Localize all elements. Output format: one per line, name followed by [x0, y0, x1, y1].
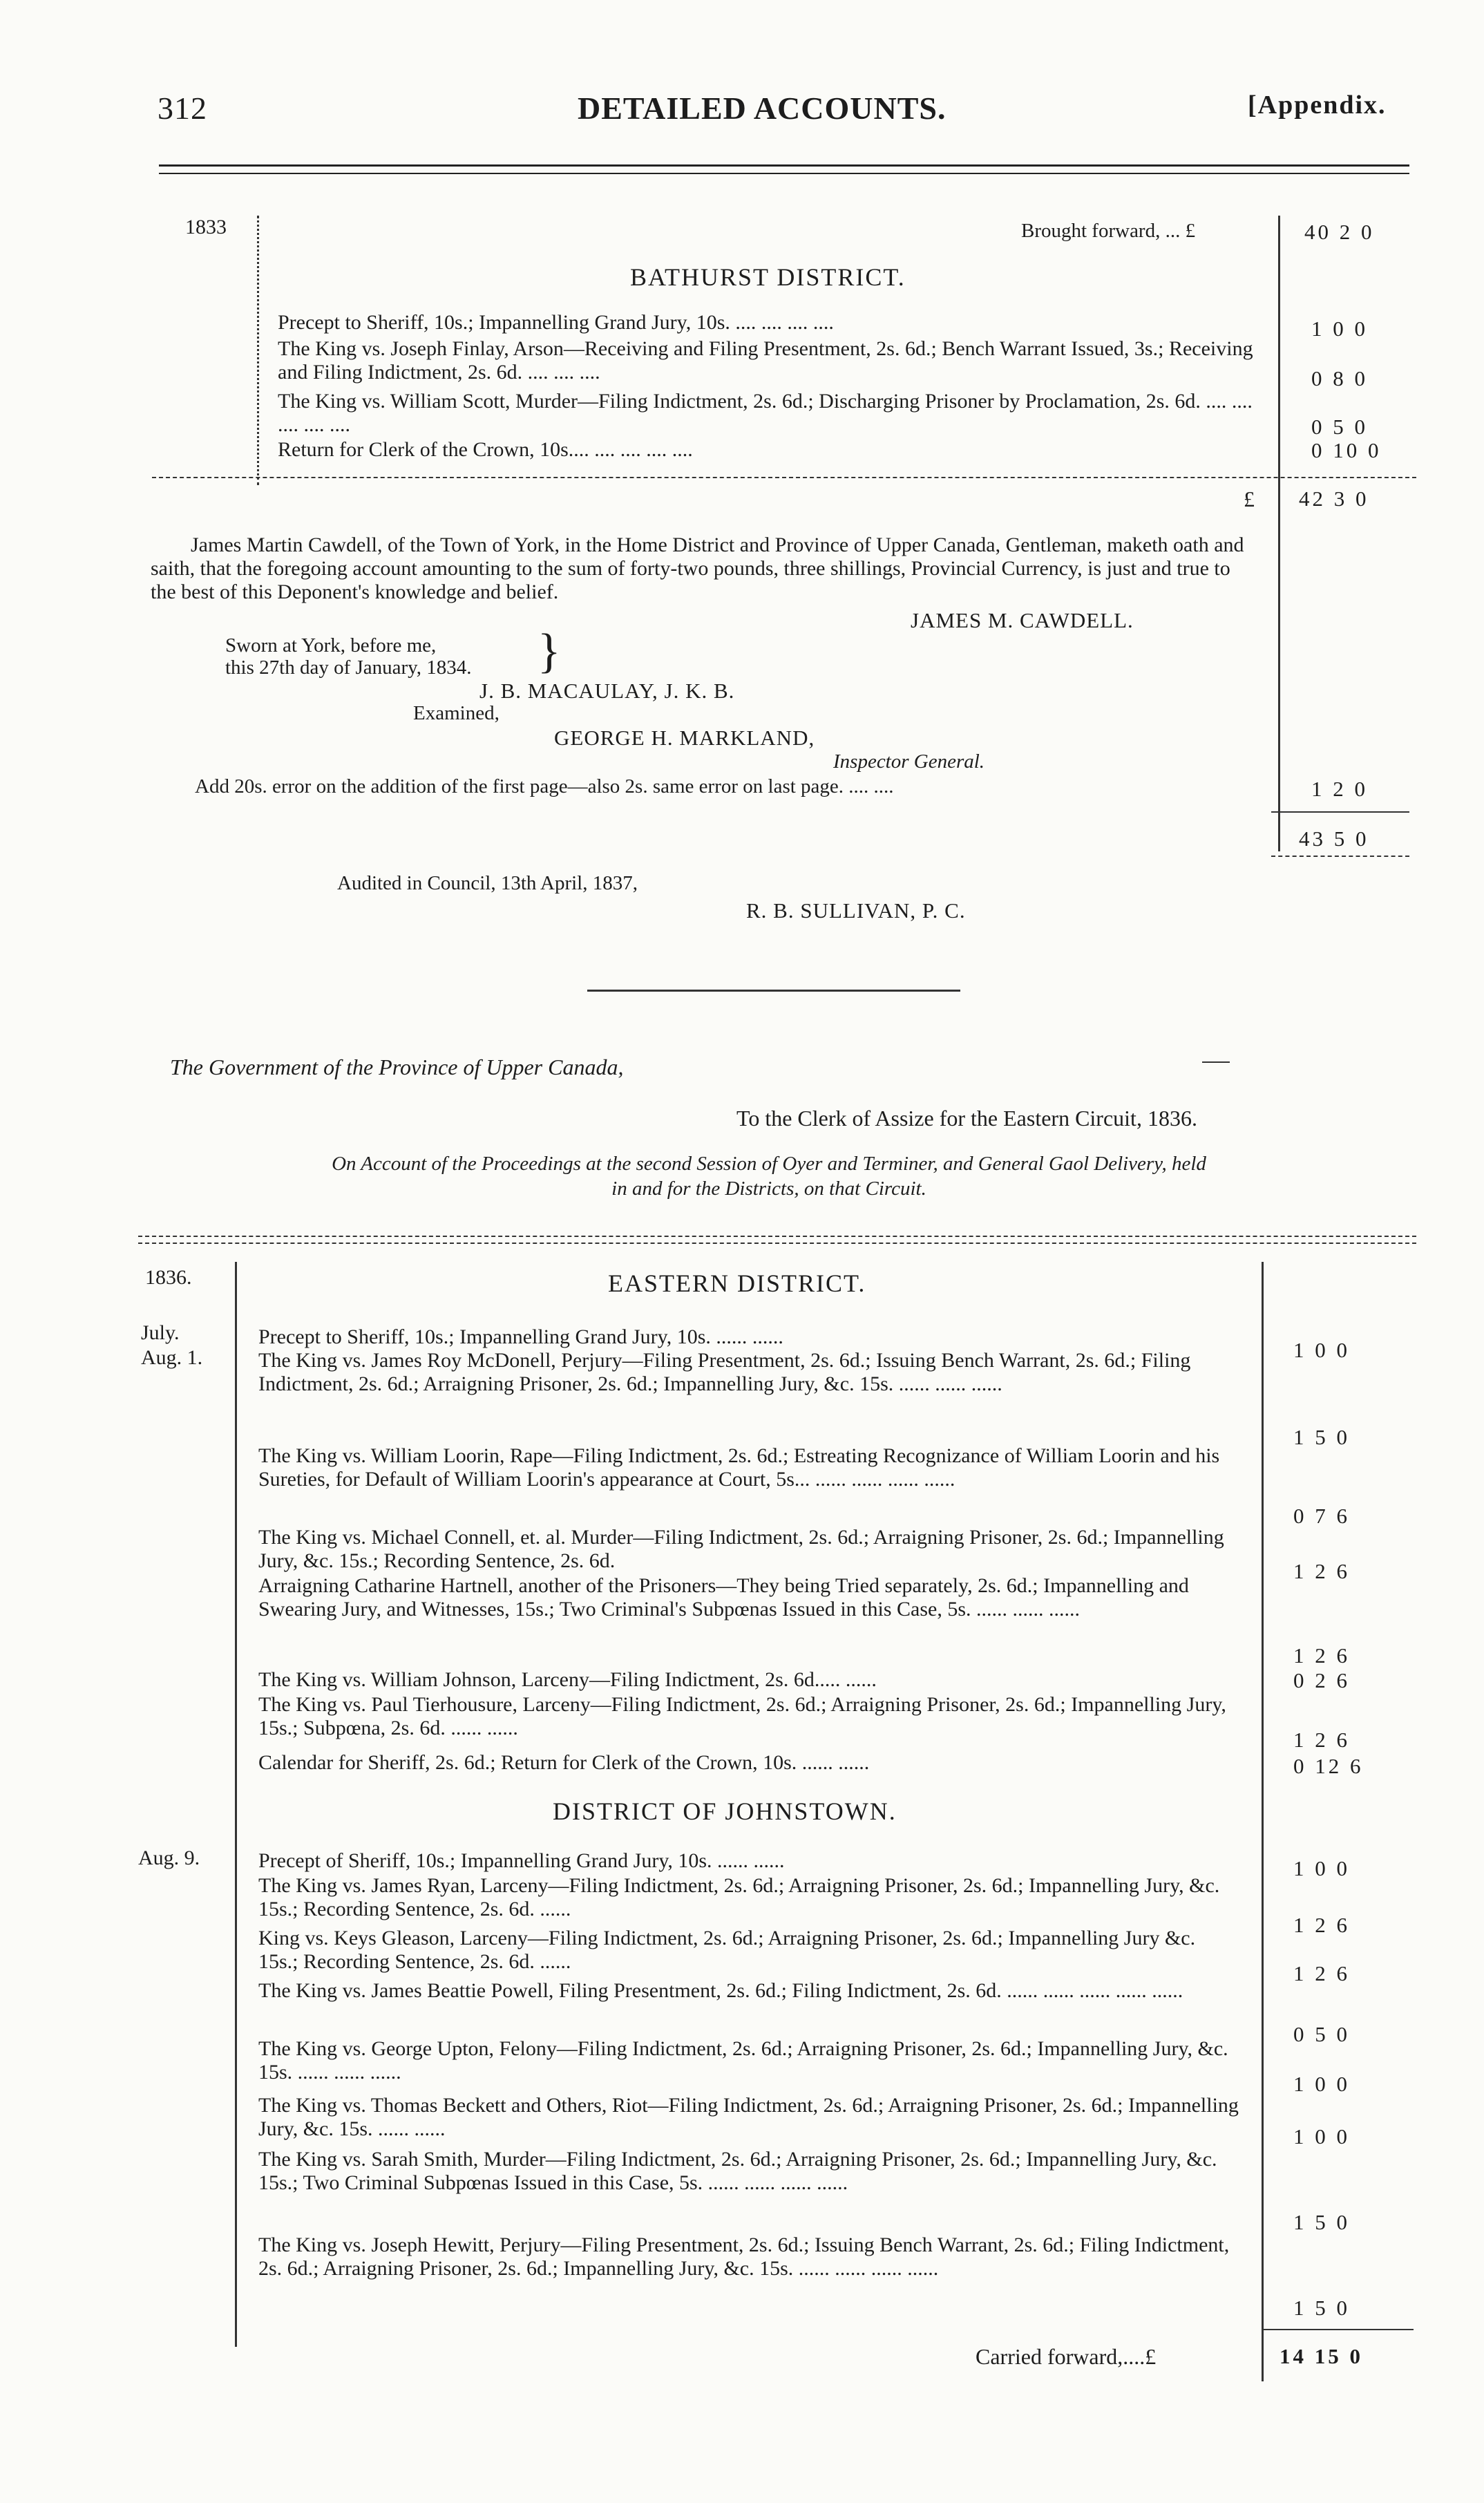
header-rule	[159, 164, 1409, 167]
eastern-entry: Calendar for Sheriff, 2s. 6d.; Return for Clerk of the Crown, 10s. ...... ......	[258, 1751, 870, 1774]
eastern-entry-amount: 1 2 6	[1293, 1559, 1350, 1583]
bathurst-total-symbol: £	[1244, 487, 1255, 511]
brought-forward-label: Brought forward, ... £	[1021, 220, 1196, 242]
header-rule-2	[159, 173, 1409, 174]
bathurst-entry-amount: 0 10 0	[1311, 438, 1382, 462]
johnstown-entry: The King vs. Sarah Smith, Murder—Filing Indictment, 2s. 6d.; Arraigning Prisoner, 2s. 6d.; Impannelling Jury, &c. 15s.; Two Criminal Subpœnas Issued in this Case, 5s. ...... ...... ...... ......	[258, 2148, 1217, 2194]
grand-total-rule-bottom	[1271, 856, 1409, 857]
appendix-label: [Appendix.	[1248, 91, 1387, 120]
johnstown-entry-amount: 1 5 0	[1293, 2296, 1350, 2320]
eastern-entry: The King vs. James Roy McDonell, Perjury—Filing Presentment, 2s. 6d.; Issuing Bench Warrant, 2s. 6d.; Filing Indictment, 2s. 6d.; Arraigning Prisoner, 2s. 6d.; Impannelling Jury, &c. 15s. ...... ...... ......	[258, 1349, 1191, 1395]
eastern-entry-amount: 1 0 0	[1293, 1338, 1350, 1362]
eastern-entry: The King vs. William Loorin, Rape—Filing Indictment, 2s. 6d.; Estreating Recognizance of William Loorin and his Sureties, for Default of William Loorin's appearance at Court, 5s... ...... ...... ...... ......	[258, 1444, 1220, 1491]
johnstown-entry: The King vs. Thomas Beckett and Others, Riot—Filing Indictment, 2s. 6d.; Arraigning Prisoner, 2s. 6d.; Impannelling Jury, &c. 15s. ...... ......	[258, 2094, 1239, 2140]
deponent-signature: JAMES M. CAWDELL.	[911, 608, 1134, 632]
examined-label: Examined,	[413, 702, 500, 724]
johnstown-entry-amount: 1 2 6	[1293, 1961, 1350, 1985]
johnstown-entry-amount: 1 5 0	[1293, 2210, 1350, 2234]
audited-line: Audited in Council, 13th April, 1837,	[337, 872, 638, 894]
bathurst-entry-amount: 0 8 0	[1311, 366, 1368, 390]
brought-forward-amount: 40 2 0	[1304, 220, 1375, 244]
eastern-entry: The King vs. Paul Tierhousure, Larceny—Filing Indictment, 2s. 6d.; Arraigning Prisoner, 2s. 6d.; Impannelling Jury, 15s.; Subpœna, 2s. 6d. ...... ......	[258, 1693, 1226, 1739]
sworn-line-2: this 27th day of January, 1834.	[225, 657, 472, 679]
carried-rule	[1262, 2329, 1414, 2330]
account-line-1: On Account of the Proceedings at the second Session of Oyer and Terminer, and General Gaol Delivery, held	[332, 1153, 1206, 1175]
bathurst-entry: The King vs. William Scott, Murder—Filing Indictment, 2s. 6d.; Discharging Prisoner by Proclamation, 2s. 6d. .... .... .... .... ....	[278, 390, 1253, 436]
carried-forward-amount: 14 15 0	[1280, 2344, 1363, 2368]
johnstown-entry: King vs. Keys Gleason, Larceny—Filing Indictment, 2s. 6d.; Arraigning Prisoner, 2s. 6d.; Impannelling Jury &c. 15s.; Recording Sentence, 2s. 6d. ......	[258, 1927, 1196, 1973]
johnstown-entry: The King vs. James Ryan, Larceny—Filing Indictment, 2s. 6d.; Arraigning Prisoner, 2s. 6d.; Impannelling Jury, &c. 15s.; Recording Sentence, 2s. 6d. ......	[258, 1874, 1220, 1920]
eastern-entry-amount: 1 2 6	[1293, 1728, 1350, 1752]
eastern-entry-amount: 1 5 0	[1293, 1425, 1350, 1449]
johnstown-entry: Precept of Sheriff, 10s.; Impannelling Grand Jury, 10s. ...... ......	[258, 1849, 785, 1872]
bathurst-entry-amount: 1 0 0	[1311, 317, 1368, 341]
eastern-entry: The King vs. Michael Connell, et. al. Murder—Filing Indictment, 2s. 6d.; Arraigning Prisoner, 2s. 6d.; Impannelling Jury, &c. 15s.; Recording Sentence, 2s. 6d.	[258, 1526, 1224, 1572]
sworn-brace: }	[538, 625, 561, 678]
johnstown-entry-amount: 1 0 0	[1293, 2072, 1350, 2096]
johnstown-entry: The King vs. Joseph Hewitt, Perjury—Filing Presentment, 2s. 6d.; Issuing Bench Warrant, 2s. 6d.; Filing Indictment, 2s. 6d.; Arraigning Prisoner, 2s. 6d.; Impannelling Jury, &c. 15s. ...... ...... ...... ......	[258, 2233, 1230, 2280]
bathurst-entry: Return for Clerk of the Crown, 10s.... .... .... .... ....	[278, 438, 693, 461]
johnstown-date: Aug. 9.	[138, 1846, 200, 1869]
addition-amount: 1 2 0	[1311, 777, 1368, 801]
auditor-signature: R. B. SULLIVAN, P. C.	[746, 898, 966, 923]
to-clerk-line: To the Clerk of Assize for the Eastern Circuit, 1836.	[736, 1106, 1197, 1131]
government-line: The Government of the Province of Upper Canada,	[170, 1055, 624, 1079]
eastern-entry-amount: 0 7 6	[1293, 1504, 1350, 1528]
carried-forward-label: Carried forward,....£	[976, 2344, 1157, 2369]
johnstown-entry: The King vs. James Beattie Powell, Filing Presentment, 2s. 6d.; Filing Indictment, 2s. 6d. ...... ...... ...... ...... ......	[258, 1979, 1183, 2002]
bathurst-entry-amount: 0 5 0	[1311, 415, 1368, 439]
johnstown-entry-amount: 1 2 6	[1293, 1913, 1350, 1937]
eastern-date: July.	[141, 1321, 180, 1344]
date-column-rule	[235, 1262, 237, 2347]
affidavit-text: James Martin Cawdell, of the Town of York, in the Home District and Province of Upper Canada, Gentleman, maketh oath and saith, that the foregoing account amounting to the sum of forty-two pounds, three shillings, Provincial Currency, is just and true to the best of this Deponent's knowledge and belief.	[151, 533, 1244, 603]
bathurst-amount-rule	[1278, 216, 1280, 851]
justice-signature: J. B. MACAULAY, J. K. B.	[479, 679, 735, 703]
eastern-entry-amount: 1 2 6	[1293, 1643, 1350, 1668]
bathurst-entry: Precept to Sheriff, 10s.; Impannelling Grand Jury, 10s. .... .... .... ....	[278, 311, 834, 334]
bathurst-total: 42 3 0	[1299, 487, 1369, 511]
johnstown-district-title: DISTRICT OF JOHNSTOWN.	[553, 1797, 897, 1825]
sworn-line-1: Sworn at York, before me,	[225, 634, 437, 657]
johnstown-entry-amount: 1 0 0	[1293, 2124, 1350, 2148]
grand-total-rule	[1271, 811, 1409, 813]
government-dash	[1202, 1061, 1230, 1063]
section-divider	[587, 990, 960, 992]
bathurst-district-title: BATHURST DISTRICT.	[630, 263, 906, 291]
account-line-2: in and for the Districts, on that Circuit.	[611, 1178, 926, 1200]
johnstown-entry-amount: 0 5 0	[1293, 2022, 1350, 2046]
eastern-entry: Precept to Sheriff, 10s.; Impannelling Grand Jury, 10s. ...... ......	[258, 1325, 783, 1348]
table-top-rule-2	[138, 1243, 1416, 1244]
amount-column-rule	[1262, 1262, 1264, 2381]
eastern-entry-amount: 0 2 6	[1293, 1668, 1350, 1692]
table-top-rule	[138, 1236, 1416, 1237]
page-number: 312	[158, 91, 207, 126]
grand-total: 43 5 0	[1299, 827, 1369, 851]
eastern-entry-amount: 0 12 6	[1293, 1754, 1364, 1778]
eastern-district-title: EASTERN DISTRICT.	[608, 1269, 866, 1297]
addition-note: Add 20s. error on the addition of the first page—also 2s. same error on last page. .... ....	[195, 775, 894, 797]
bathurst-total-rule	[152, 477, 1416, 478]
page-title: DETAILED ACCOUNTS.	[578, 91, 946, 126]
bathurst-left-rule	[257, 216, 259, 485]
eastern-entry: The King vs. William Johnson, Larceny—Filing Indictment, 2s. 6d..... ......	[258, 1668, 877, 1691]
inspector-title: Inspector General.	[833, 750, 985, 773]
eastern-date: Aug. 1.	[141, 1346, 203, 1369]
bathurst-year: 1833	[185, 216, 227, 238]
inspector-name: GEORGE H. MARKLAND,	[554, 726, 815, 750]
bathurst-entry: The King vs. Joseph Finlay, Arson—Receiving and Filing Presentment, 2s. 6d.; Bench Warrant Issued, 3s.; Receiving and Filing Indictment, 2s. 6d. .... .... ....	[278, 337, 1253, 384]
eastern-entry: Arraigning Catharine Hartnell, another of the Prisoners—They being Tried separately, 2s. 6d.; Impannelling and Swearing Jury, and Witnesses, 15s.; Two Criminal's Subpœnas Issued in this Case, 5s. ...... ...... ......	[258, 1574, 1189, 1621]
johnstown-entry-amount: 1 0 0	[1293, 1856, 1350, 1880]
johnstown-entry: The King vs. George Upton, Felony—Filing Indictment, 2s. 6d.; Arraigning Prisoner, 2s. 6d.; Impannelling Jury, &c. 15s. ...... ...... ......	[258, 2037, 1228, 2084]
circuit-year: 1836.	[145, 1266, 192, 1289]
